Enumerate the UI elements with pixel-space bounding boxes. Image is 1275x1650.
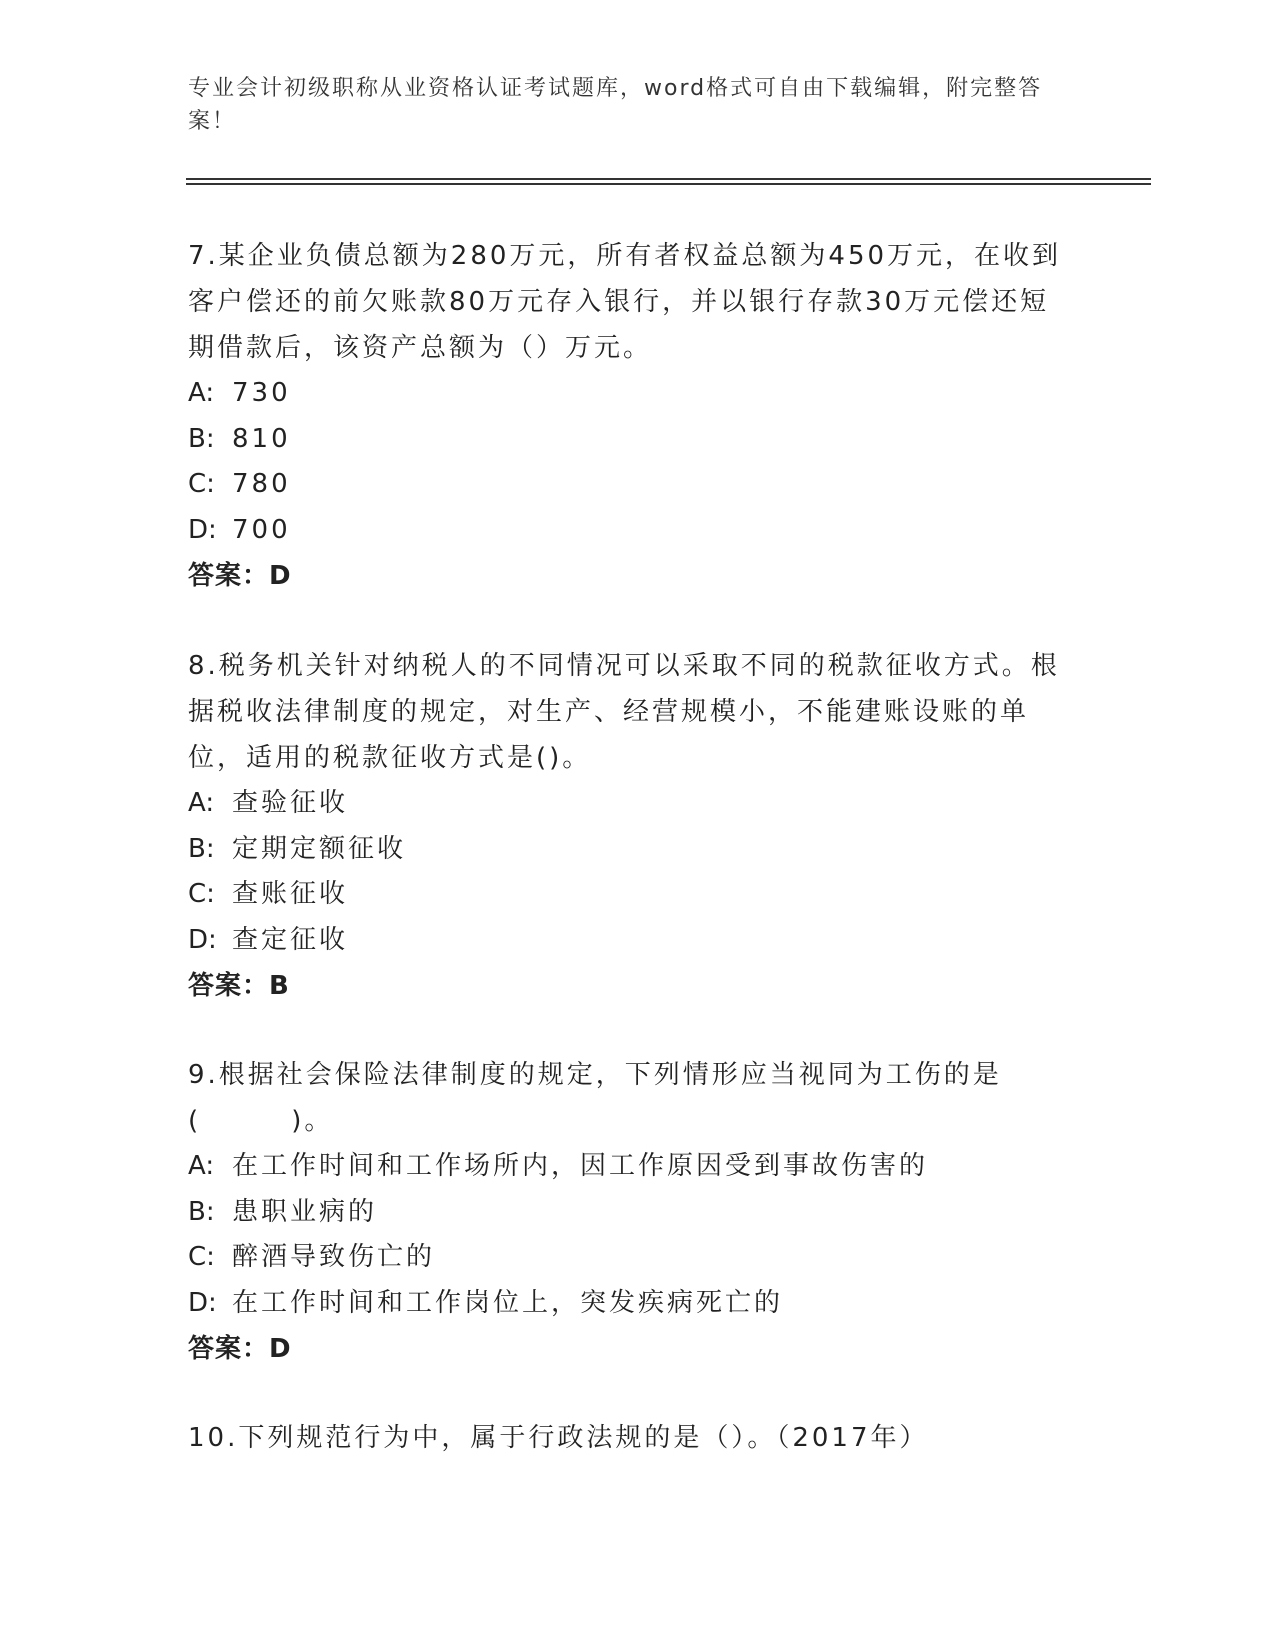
option-text: 780 [232, 469, 291, 499]
option-text: 查验征收 [232, 788, 349, 818]
option-text: 查定征收 [232, 924, 349, 955]
option-key: C: [188, 1242, 215, 1272]
option-text: 在工作时间和工作场所内，因工作原因受到事故伤害的 [232, 1151, 929, 1181]
option-text: 患职业病的 [232, 1196, 378, 1227]
option-b [188, 417, 1068, 463]
question-stem-line: 9.根据社会保险法律制度的规定，下列情形应当视同为工伤的是 [188, 1060, 1002, 1090]
header-divider-top [186, 178, 1151, 180]
option-key: B: [188, 423, 215, 454]
document-header [188, 72, 1068, 138]
header-text: 专业会计初级职称从业资格认证考试题库，word格式可自由下载编辑，附完整答案！ [188, 76, 1043, 134]
option-c [188, 462, 1068, 508]
answer-label: 答案： [188, 1334, 270, 1364]
option-d [188, 508, 1068, 554]
option-c [188, 872, 1068, 918]
answer-value: D [269, 561, 292, 591]
answer-line [188, 553, 1068, 599]
option-text: 在工作时间和工作岗位上，突发疾病死亡的 [232, 1287, 784, 1318]
answer-value: D [269, 1334, 292, 1364]
question-10 [188, 1415, 1068, 1461]
option-d [188, 918, 1068, 964]
option-key: A: [188, 1151, 215, 1181]
option-key: D: [188, 924, 217, 955]
option-text: 定期定额征收 [232, 833, 407, 864]
option-c [188, 1235, 1068, 1281]
option-key: B: [188, 1196, 215, 1227]
option-text: 730 [232, 378, 291, 408]
question-stem: 10.下列规范行为中，属于行政法规的是（）。（2017年） [188, 1423, 929, 1453]
question-stem: 8.税务机关针对纳税人的不同情况可以采取不同的税款征收方式。根据税收法律制度的规定，对生产、经营规模小，不能建账设账的单位，适用的税款征收方式是()。 [188, 651, 1060, 773]
question-8 [188, 643, 1068, 1009]
question-stem: 7.某企业负债总额为280万元，所有者权益总额为450万元，在收到客户偿还的前欠账款80万元存入银行，并以银行存款30万元偿还短期借款后，该资产总额为（）万元。 [188, 241, 1062, 363]
option-a [188, 371, 1068, 417]
answer-label: 答案： [188, 561, 270, 591]
option-a [188, 1144, 1068, 1190]
option-key: C: [188, 879, 215, 909]
option-key: A: [188, 788, 215, 818]
answer-label: 答案： [188, 971, 270, 1001]
option-d [188, 1281, 1068, 1327]
option-text: 700 [232, 514, 291, 545]
answer-line [188, 1326, 1068, 1372]
answer-value: B [269, 971, 290, 1001]
answer-line [188, 963, 1068, 1009]
option-key: A: [188, 378, 215, 408]
question-stem-line: ( )。 [188, 1106, 334, 1136]
option-text: 查账征收 [232, 879, 349, 909]
option-key: C: [188, 469, 215, 499]
question-stem [188, 1052, 1068, 1144]
question-9 [188, 1052, 1068, 1372]
option-key: B: [188, 833, 215, 864]
option-text: 醉酒导致伤亡的 [232, 1242, 436, 1272]
option-b [188, 1190, 1068, 1236]
question-7 [188, 233, 1068, 599]
option-a [188, 781, 1068, 827]
option-b [188, 827, 1068, 873]
option-text: 810 [232, 423, 291, 454]
option-key: D: [188, 514, 217, 545]
header-divider-bottom [186, 183, 1151, 185]
option-key: D: [188, 1287, 217, 1318]
